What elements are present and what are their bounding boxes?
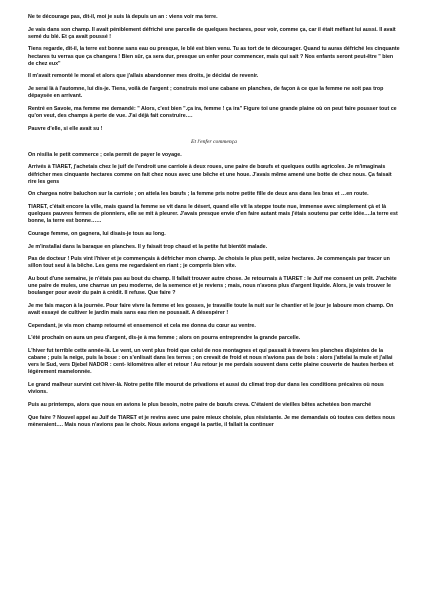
- paragraph-docteur: Pas de docteur ! Puis vint l'hiver et je commençais à défricher mon champ. Je choisis le plus petit, seize hectares. Je commençais par tracer un sillon tout seul à la bêche. Les gens me regardaient en riant ; je comprris bien vite.: [28, 256, 390, 270]
- document-page: [28, 14, 400, 434]
- paragraph-semaine: Au bout d'une semaine, je n'étais pas au bout du champ. Il fallait trouver autre chose. Je retournais à TIARET : le Juif me consent un prêt. J'achète une paire de mules, une charrue un peu moderne, de la semence et je reviens ; mais, nous n'avons plus d'argent liquide. Alors, je vais trouver le boulanger pour avoir du pain à crédit. Il refuse. Que faire ?: [28, 276, 397, 297]
- section-heading: Et l'enfer commença: [191, 138, 237, 145]
- paragraph-baluchon: On chargea notre baluchon sur la carriole ; on attela les bœufs ; la femme pris notre petite fille de deux ans dans les bras et …en route.: [28, 191, 369, 198]
- paragraph-macon: Je me fais maçon à la journée. Pour faire vivre la femme et les gosses, je travaille toute la nuit sur le chantier et le jour je laboure mon champ. On avait essayé de cultiver le jardin mais sans eau rien ne poussait. A désespérer !: [28, 302, 394, 317]
- paragraph-champ-retourne: Cependant, je vis mon champ retourné et ensemencé et cela me donna du cœur au ventre.: [28, 322, 256, 329]
- paragraph-printemps: Puis au printemps, alors que nous en avions le plus besoin, notre paire de bœufs creva. C'étaient de vieilles bêtes achetées bon marché: [28, 401, 372, 408]
- paragraph-ete: L'été prochain on aura un peu d'argent, dis-je à ma femme ; alors on pourra entreprendre la grande parcelle.: [28, 335, 301, 342]
- paragraph-courage: Courage femme, on gagnera, lui disais-je tous au long.: [28, 230, 166, 237]
- paragraph-pauvre: Pauvre d'elle, si elle avait su !: [28, 125, 103, 132]
- paragraph-automne: Je serai là à l'automne, lui dis-je. Tiens, voilà de l'argent ; construis moi une cabane en planches, de façon à ce que la femme ne soit pas trop dépaysée en arrivant.: [28, 86, 384, 100]
- paragraph-desert: TIARET, c'était encore la ville, mais quand la femme se vit dans le désert, quand elle vit la steppe toute nue, immense avec simplement çà et là quelques pauvres fermes de pionniers, elle se mit à pleurer. J'avais presque envie d'en faire autant mais j'étais soutenu par cette idée….la terre est bonne, la terre est bonne……: [28, 204, 398, 225]
- paragraph-moral: Il m'avait remonté le moral et alors que j'allais abandonner mes droits, je décidai de revenir.: [28, 73, 259, 80]
- paragraph-discourage: Ne te décourage pas, dit-il, moi je suis là depuis un an : viens voir ma terre.: [28, 14, 218, 20]
- paragraph-commerce: On résilia le petit commerce ; cela permit de payer le voyage.: [28, 151, 182, 158]
- paragraph-savoie: Rentré en Savoie, ma femme me demandé: " Alors, c'est bien ".ça ira, femme ! ça ira" Figure toi une grande plaine où on peut faire pousser tout ce qu'on veut, des champs à perte de vue. J'ai déjà fait construire….: [28, 105, 397, 119]
- paragraph-tiens-regarde: Tiens regarde, dit-il, la terre est bonne sans eau ou presque, le blé est bien venu. Tu as tort de te décourager. Quand tu auras défriché les cinquante hectares tu verras que ça changera ! Bien sûr, ça sera dur, presque un enfer pour commencer, mais qui sait ? Nos enfants seront peut-être " bien de chez eux": [28, 46, 400, 67]
- paragraph-tiaret-arrival: Arrivés à TIARET, j'achetais chez le juif de l'endroit une carriole à deux roues, une paire de bœufs et quelques outils agricoles. Je m'imaginais défricher mes cinquante hectares comme on fait chez nous avec une bêche et une houe. J'avais même amené une botte de chez nous. Ça faisait rire les gens: [28, 164, 392, 185]
- paragraph-baraque: Je m'installai dans la baraque en planches. Il y faisait trop chaud et la petite fut bientôt malade.: [28, 243, 268, 250]
- paragraph-que-faire: Que faire ? Nouvel appel au Juif de TIARET et je revins avec une paire mieux choisie, plus résistante. Je me demandais où toutes ces dettes nous mèneraient…. Mais nous n'avions pas le choix. Nous avions engagé la partie, il fallait la continuer: [28, 414, 396, 428]
- paragraph-champ: Je vais dans son champ. Il avait péniblement défriché une parcelle de quelques hectares, pour voir, comme ça, car il était méfiant lui aussi. Il avait semé du blé. Et ça avait poussé !: [28, 26, 396, 40]
- paragraph-hiver: L'hiver fut terrible cette année-là. Le vent, un vent plus froid que celui de nos montagnes et qui passait à travers les planches disjointes de la cabane ; puis la neige, puis la boue : on s'enlisait dans les terres ; on crevait de froid et nous n'avions pas de bois : alors j'attelai la mule et j'allai vers le Sud, vers Djebel NADOR : cent- kilomètres aller et retour ! Au retour je me perdais souvent dans cette plaine couverte de hautes herbes et légèrement mamelonnée.: [28, 348, 394, 376]
- paragraph-malheur: Le grand malheur survint cet hiver-là. Notre petite fille mourut de privations et aussi du climat trop dur dans les conditions précaires où nous vivions.: [28, 382, 384, 396]
